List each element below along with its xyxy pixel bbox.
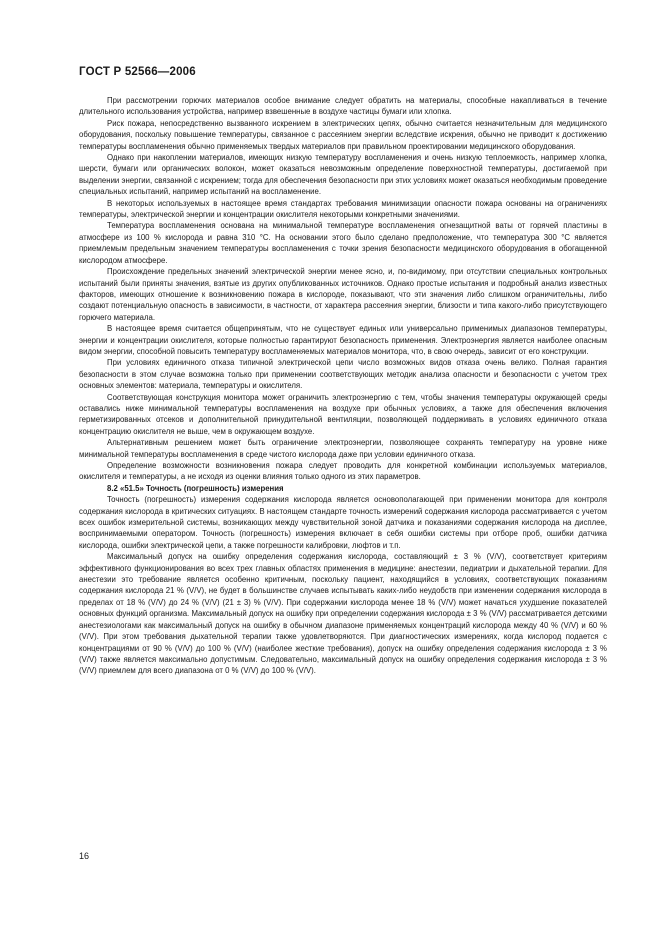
document-header: ГОСТ Р 52566—2006	[79, 66, 196, 78]
paragraph: Точность (погрешность) измерения содержания кислорода является основополагающей при применении монитора для контроля содержания кислорода в критических ситуациях. В настоящем стандарте точность измерений содержания кислорода рассматривается с учетом всех ошибок измерительной системы, возникающих между чувствительной зоной датчика и показаниями содержания кислорода на дисплее, воспринимаемыми оператором. Точность (погрешность) измерения включает в себя ошибки системы при отборе проб, ошибки датчика кислорода, ошибки электрической цепи, а также погрешности калибровки, люфтов и т.п.	[79, 495, 607, 550]
paragraph: Однако при накоплении материалов, имеющих низкую температуру воспламенения и очень низкую теплоемкость, например хлопка, шерсти, бумаги или органических волокон, может оказаться невозможным определение поверхностной температуры, достигаемой при выделении энергии, связанной с искрением; тогда для обеспечения безопасности при этих условиях может оказаться необходимым проведение специальных испытаний, например испытаний на воспламенение.	[79, 153, 607, 197]
section-heading: 8.2 «51.5» Точность (погрешность) измерения	[107, 483, 284, 493]
paragraph: Максимальный допуск на ошибку определения содержания кислорода, составляющий ± 3 % (V/V), соответствует критериям эффективного функционирования во всех трех главных областях применения в медицине: анестезии, педиатрии и дыхательной терапии. Для анестезии это требование является особенно критичным, поскольку пациент, находящийся в условиях, соответствующих показаниям содержания кислорода 21 % (V/V), не будет в большинстве случаев испытывать каких-либо неудобств при изменении содержания кислорода в пределах от 18 % (V/V) до 24 % (V/V) (21 ± 3) % (V/V). При содержании кислорода менее 18 % (V/V) может начаться ухудшение показателей основных функций организма. Максимальный допуск на ошибку при определении содержания кислорода ± 3 % (V/V) рассматривается детскими анестезиологами как максимальный допуск на ошибку в обычном диапазоне применяемых концентраций кислорода между 40 % (V/V) и 60 % (V/V). При этом требования дыхательной терапии также удовлетворяются. При диагностических измерениях, когда кислород подается с концентрациями от 90 % (V/V) до 100 % (V/V) (наиболее жесткие требования), допуск на ошибку определения содержания кислорода ± 3 % (V/V) также является максимально допустимым. Следовательно, максимальный допуск на ошибку определения содержания кислорода ± 3 % (V/V) приемлем для всего диапазона от 0 % (V/V) до 100 % (V/V).	[79, 552, 607, 676]
paragraph: В настоящее время считается общепринятым, что не существует единых или универсально применимых диапазонов температуры, энергии и концентрации окислителя, которые полностью гарантируют безопасность применения. Электроэнергия является наиболее опасным видом энергии, способной повысить температуру воспламеняемых материалов монитора, что, в свою очередь, зависит от его конструкции.	[79, 324, 607, 356]
paragraph: При условиях единичного отказа типичной электрической цепи число возможных видов отказа очень велико. Полная гарантия безопасности в этом случае возможна только при применении соответствующих методик анализа опасности и безопасности с учетом трех основных элементов: материала, температуры и окислителя.	[79, 358, 607, 391]
paragraph: Температура воспламенения основана на минимальной температуре воспламенения огнезащитной ваты от горячей пластины в атмосфере из 100 % кислорода и равна 310 °С. На основании этого было сделано предположение, что температура 300 °С является приемлемым предельным значением температуры воспламенения с точки зрения безопасности медицинского оборудования в обогащенной кислородом атмосфере.	[79, 221, 607, 265]
paragraph: В некоторых используемых в настоящее время стандартах требования минимизации опасности пожара основаны на ограничениях температуры, электрической энергии и концентрации окислителя некоторыми конкретными значениями.	[79, 198, 607, 220]
paragraph: Происхождение предельных значений электрической энергии менее ясно, и, по-видимому, при отсутствии специальных контрольных испытаний были приняты значения, взятые из других опубликованных источников. Однако простые испытания и подробный анализ известных факторов, имеющих отношение к возникновению пожара в кислороде, показывают, что эти значения либо слишком ограничительны, либо создают потенциальную опасность в зависимости, в частности, от характера рассеяния энергии, близости и типа какого-либо присутствующего горючего материала.	[79, 267, 607, 322]
paragraph: Альтернативным решением может быть ограничение электроэнергии, позволяющее сохранять температуру на уровне ниже минимальной температуры воспламенения в среде чистого кислорода даже при условии единичного отказа.	[79, 438, 607, 459]
body-text	[79, 95, 607, 677]
paragraph: Соответствующая конструкция монитора может ограничить электроэнергию с тем, чтобы значения температуры окружающей среды оставались ниже минимальной температуры воспламенения на воздухе при обычных условиях, а также для обеспечения включения герметизированных отсеков и дополнительной принудительной вентиляции, позволяющей поддерживать в условиях единичного отказа концентрацию окислителя не выше, чем в окружающем воздухе.	[79, 392, 607, 436]
page-number: 16	[79, 851, 90, 861]
paragraph: Риск пожара, непосредственно вызванного искрением в электрических цепях, обычно считается незначительным для медицинского оборудования, поскольку повышение температуры, связанное с рассеянием энергии вследствие искрения, обычно не приводит к достижению температуры воспламенения обычно применяемых твердых материалов при правильном проектировании медицинского оборудования.	[79, 118, 607, 151]
paragraph: При рассмотрении горючих материалов особое внимание следует обратить на материалы, способные накапливаться в течение длительного использования устройства, например взвешенные в воздухе частицы бумаги или хлопка.	[79, 96, 607, 117]
paragraph: Определение возможности возникновения пожара следует проводить для конкретной комбинации используемых материалов, окислителя и температуры, а не исходя из оценки влияния только одного из этих параметров.	[79, 461, 607, 482]
